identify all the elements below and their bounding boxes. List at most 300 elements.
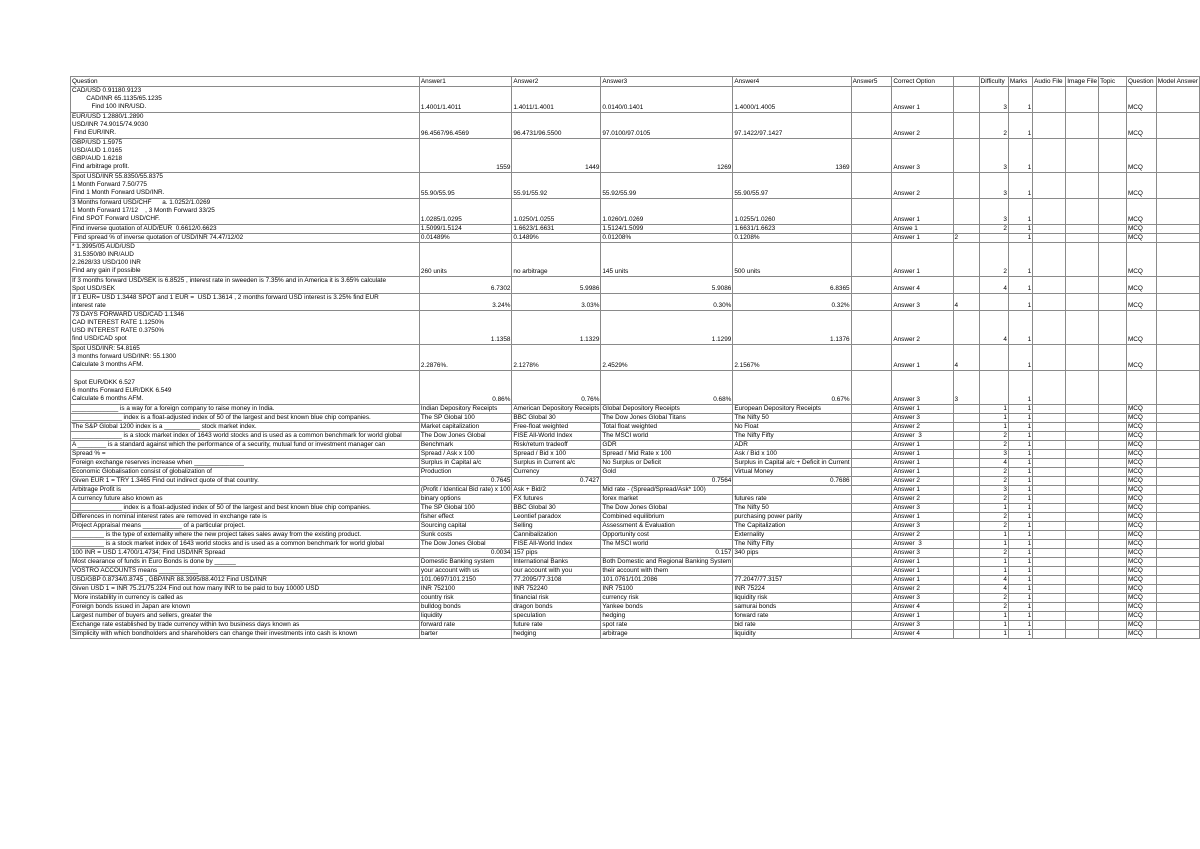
- answer1-cell[interactable]: 1.4001/1.4011: [419, 87, 512, 113]
- audio-file-cell[interactable]: [1033, 311, 1066, 345]
- topic-cell[interactable]: [1099, 243, 1127, 277]
- audio-file-cell[interactable]: [1033, 234, 1066, 243]
- header-cell[interactable]: Model Answer: [1157, 78, 1198, 85]
- extra-cell[interactable]: [953, 459, 979, 468]
- answer3-cell[interactable]: spot rate: [601, 621, 733, 630]
- correct-option-cell[interactable]: Answer 3: [892, 594, 953, 603]
- answer4-cell[interactable]: forward rate: [733, 612, 851, 621]
- answer4-cell[interactable]: 1.1376: [733, 311, 851, 345]
- correct-option-cell[interactable]: Answer 1: [892, 486, 953, 495]
- answer5-cell[interactable]: [851, 621, 892, 630]
- image-file-cell[interactable]: [1066, 558, 1099, 567]
- answer2-cell[interactable]: 0.7427: [512, 477, 601, 486]
- answer3-cell[interactable]: Spread / Mid Rate x 100: [601, 450, 733, 459]
- model-answer-cell[interactable]: [1156, 345, 1199, 371]
- difficulty-cell[interactable]: 2: [979, 468, 1008, 477]
- difficulty-cell[interactable]: 3: [979, 450, 1008, 459]
- header-cell[interactable]: [953, 77, 979, 87]
- answer5-cell[interactable]: [851, 531, 892, 540]
- answer2-cell[interactable]: dragon bonds: [512, 603, 601, 612]
- model-answer-cell[interactable]: [1156, 225, 1199, 234]
- question-cell[interactable]: Most clearance of funds in Euro Bonds is done by ______: [71, 558, 420, 567]
- image-file-cell[interactable]: [1066, 576, 1099, 585]
- difficulty-cell[interactable]: 3: [979, 139, 1008, 173]
- image-file-cell[interactable]: [1066, 225, 1099, 234]
- answer2-cell[interactable]: future rate: [512, 621, 601, 630]
- topic-cell[interactable]: [1099, 225, 1127, 234]
- question-type-cell[interactable]: MCQ: [1126, 621, 1156, 630]
- answer1-cell[interactable]: The Dow Jones Global: [419, 540, 512, 549]
- extra-cell[interactable]: [953, 594, 979, 603]
- answer3-cell[interactable]: Assessment & Evaluation: [601, 522, 733, 531]
- answer3-cell[interactable]: The Dow Jones Global Titans: [601, 414, 733, 423]
- answer5-cell[interactable]: [851, 371, 892, 405]
- question-cell[interactable]: If 1 EUR= USD 1.3448 SPOT and 1 EUR = USD 1.3614 , 2 months forward USD interest is 3.25% find EUR interest rate: [71, 294, 420, 311]
- model-answer-cell[interactable]: [1156, 173, 1199, 199]
- extra-cell[interactable]: [953, 576, 979, 585]
- correct-option-cell[interactable]: Answer 1: [892, 243, 953, 277]
- answer4-cell[interactable]: 0.32%: [733, 294, 851, 311]
- audio-file-cell[interactable]: [1033, 540, 1066, 549]
- difficulty-cell[interactable]: 1: [979, 504, 1008, 513]
- question-type-cell[interactable]: MCQ: [1126, 567, 1156, 576]
- question-cell[interactable]: ______________ index is a float-adjusted index of 50 of the largest and best known blue chip companies.: [71, 504, 420, 513]
- answer2-cell[interactable]: Currency: [512, 468, 601, 477]
- difficulty-cell[interactable]: 1: [979, 621, 1008, 630]
- answer1-cell[interactable]: fisher effect: [419, 513, 512, 522]
- answer4-cell[interactable]: 77.2047/77.3157: [733, 576, 851, 585]
- difficulty-cell[interactable]: 2: [979, 522, 1008, 531]
- answer3-cell[interactable]: Gold: [601, 468, 733, 477]
- marks-cell[interactable]: 1: [1008, 311, 1032, 345]
- marks-cell[interactable]: 1: [1008, 459, 1032, 468]
- answer5-cell[interactable]: [851, 558, 892, 567]
- question-cell[interactable]: Spot USD/INR 55.8350/55.8375 1 Month Forward 7.50/775 Find 1 Month Forward USD/INR.: [71, 173, 420, 199]
- difficulty-cell[interactable]: 3: [979, 199, 1008, 225]
- image-file-cell[interactable]: [1066, 371, 1099, 405]
- correct-option-cell[interactable]: Answer 1: [892, 405, 953, 414]
- topic-cell[interactable]: [1099, 594, 1127, 603]
- correct-option-cell[interactable]: Answer 2: [892, 173, 953, 199]
- audio-file-cell[interactable]: [1033, 459, 1066, 468]
- answer3-cell[interactable]: hedging: [601, 612, 733, 621]
- audio-file-cell[interactable]: [1033, 558, 1066, 567]
- answer5-cell[interactable]: [851, 450, 892, 459]
- question-type-cell[interactable]: MCQ: [1126, 468, 1156, 477]
- extra-cell[interactable]: [953, 486, 979, 495]
- answer3-cell[interactable]: 101.0761/101.2086: [601, 576, 733, 585]
- audio-file-cell[interactable]: [1033, 87, 1066, 113]
- answer3-cell[interactable]: 145 units: [601, 243, 733, 277]
- correct-option-cell[interactable]: Answer 2: [892, 311, 953, 345]
- model-answer-cell[interactable]: [1156, 567, 1199, 576]
- question-type-cell[interactable]: MCQ: [1126, 87, 1156, 113]
- topic-cell[interactable]: [1099, 486, 1127, 495]
- answer3-cell[interactable]: 1.1299: [601, 311, 733, 345]
- answer3-cell[interactable]: Opportunity cost: [601, 531, 733, 540]
- image-file-cell[interactable]: [1066, 522, 1099, 531]
- extra-cell[interactable]: [953, 139, 979, 173]
- correct-option-cell[interactable]: Answer 4: [892, 603, 953, 612]
- answer5-cell[interactable]: [851, 311, 892, 345]
- correct-option-cell[interactable]: Answer 2: [892, 423, 953, 432]
- audio-file-cell[interactable]: [1033, 594, 1066, 603]
- question-type-cell[interactable]: MCQ: [1126, 459, 1156, 468]
- marks-cell[interactable]: 1: [1008, 173, 1032, 199]
- question-type-cell[interactable]: MCQ: [1126, 234, 1156, 243]
- answer1-cell[interactable]: 1.1358: [419, 311, 512, 345]
- extra-cell[interactable]: [953, 87, 979, 113]
- answer3-cell[interactable]: Global Depository Receipts: [601, 405, 733, 414]
- answer1-cell[interactable]: binary options: [419, 495, 512, 504]
- answer4-cell[interactable]: 0.7686: [733, 477, 851, 486]
- topic-cell[interactable]: [1099, 549, 1127, 558]
- correct-option-cell[interactable]: Answer 2: [892, 477, 953, 486]
- answer4-cell[interactable]: INR 75224: [733, 585, 851, 594]
- model-answer-cell[interactable]: [1156, 277, 1199, 294]
- header-cell[interactable]: Audio File: [1033, 77, 1066, 87]
- audio-file-cell[interactable]: [1033, 549, 1066, 558]
- answer1-cell[interactable]: Domestic Banking system: [419, 558, 512, 567]
- question-type-cell[interactable]: MCQ: [1126, 513, 1156, 522]
- marks-cell[interactable]: 1: [1008, 234, 1032, 243]
- question-cell[interactable]: Find inverse quotation of AUD/EUR 0.6612/0.6623: [71, 225, 420, 234]
- answer1-cell[interactable]: 55.90/55.95: [419, 173, 512, 199]
- answer1-cell[interactable]: Market capitalization: [419, 423, 512, 432]
- answer3-cell[interactable]: 2.4529%: [601, 345, 733, 371]
- difficulty-cell[interactable]: 3: [979, 173, 1008, 199]
- answer3-cell[interactable]: currency risk: [601, 594, 733, 603]
- difficulty-cell[interactable]: 4: [979, 277, 1008, 294]
- question-cell[interactable]: Spot USD/INR: 54.8165 3 months forward USD/INR: 55.1300 Calculate 3 months AFM.: [71, 345, 420, 371]
- difficulty-cell[interactable]: 3: [979, 486, 1008, 495]
- correct-option-cell[interactable]: Answer 2: [892, 585, 953, 594]
- correct-option-cell[interactable]: Answer 2: [892, 531, 953, 540]
- answer5-cell[interactable]: [851, 414, 892, 423]
- question-cell[interactable]: _________ is the type of externality where the new project takes sales away from the existing product.: [71, 531, 420, 540]
- question-type-cell[interactable]: MCQ: [1126, 225, 1156, 234]
- answer5-cell[interactable]: [851, 477, 892, 486]
- correct-option-cell[interactable]: Answer 3: [892, 414, 953, 423]
- image-file-cell[interactable]: [1066, 603, 1099, 612]
- header-cell[interactable]: Question: [1126, 77, 1156, 87]
- model-answer-cell[interactable]: [1156, 113, 1199, 139]
- answer1-cell[interactable]: forward rate: [419, 621, 512, 630]
- marks-cell[interactable]: 1: [1008, 277, 1032, 294]
- extra-cell[interactable]: [953, 549, 979, 558]
- extra-cell[interactable]: [953, 277, 979, 294]
- answer4-cell[interactable]: Virtual Money: [733, 468, 851, 477]
- image-file-cell[interactable]: [1066, 277, 1099, 294]
- question-cell[interactable]: Economic Globalisation consist of globalization of: [71, 468, 420, 477]
- marks-cell[interactable]: 1: [1008, 139, 1032, 173]
- answer3-cell[interactable]: 0.68%: [601, 371, 733, 405]
- answer5-cell[interactable]: [851, 173, 892, 199]
- answer3-cell[interactable]: Total float weighted: [601, 423, 733, 432]
- marks-cell[interactable]: 1: [1008, 549, 1032, 558]
- answer4-cell[interactable]: Surplus in Capital a/c + Deficit in Current: [734, 459, 850, 466]
- answer3-cell[interactable]: 0.157: [601, 549, 733, 558]
- answer1-cell[interactable]: country risk: [419, 594, 512, 603]
- difficulty-cell[interactable]: 2: [979, 549, 1008, 558]
- model-answer-cell[interactable]: [1156, 540, 1199, 549]
- image-file-cell[interactable]: [1066, 594, 1099, 603]
- audio-file-cell[interactable]: [1033, 243, 1066, 277]
- image-file-cell[interactable]: [1066, 199, 1099, 225]
- question-type-cell[interactable]: MCQ: [1126, 540, 1156, 549]
- question-type-cell[interactable]: MCQ: [1126, 612, 1156, 621]
- audio-file-cell[interactable]: [1033, 504, 1066, 513]
- correct-option-cell[interactable]: Answer 1: [892, 441, 953, 450]
- header-cell[interactable]: Answer4: [733, 77, 851, 87]
- correct-option-cell[interactable]: Answer 2: [892, 113, 953, 139]
- topic-cell[interactable]: [1099, 173, 1127, 199]
- answer3-cell[interactable]: Combined equilibrium: [601, 513, 733, 522]
- answer5-cell[interactable]: [851, 630, 892, 639]
- marks-cell[interactable]: 1: [1008, 468, 1032, 477]
- marks-cell[interactable]: 1: [1008, 621, 1032, 630]
- image-file-cell[interactable]: [1066, 612, 1099, 621]
- difficulty-cell[interactable]: 4: [979, 576, 1008, 585]
- topic-cell[interactable]: [1099, 558, 1127, 567]
- answer2-cell[interactable]: 77.2095/77.3108: [512, 576, 601, 585]
- answer5-cell[interactable]: [851, 486, 892, 495]
- question-cell[interactable]: _____________ is a way for a foreign company to raise money in India.: [71, 405, 420, 414]
- difficulty-cell[interactable]: 2: [979, 603, 1008, 612]
- answer2-cell[interactable]: FX futures: [512, 495, 601, 504]
- correct-option-cell[interactable]: Answe 1: [892, 225, 953, 234]
- image-file-cell[interactable]: [1066, 423, 1099, 432]
- extra-cell[interactable]: [953, 504, 979, 513]
- topic-cell[interactable]: [1099, 531, 1127, 540]
- topic-cell[interactable]: [1099, 345, 1127, 371]
- difficulty-cell[interactable]: 4: [979, 459, 1008, 468]
- answer5-cell[interactable]: [851, 612, 892, 621]
- header-cell[interactable]: Topic: [1099, 77, 1127, 87]
- question-type-cell[interactable]: MCQ: [1126, 173, 1156, 199]
- question-type-cell[interactable]: MCQ: [1126, 139, 1156, 173]
- difficulty-cell[interactable]: [979, 234, 1008, 243]
- answer5-cell[interactable]: [851, 576, 892, 585]
- image-file-cell[interactable]: [1066, 621, 1099, 630]
- answer3-cell[interactable]: The MSCI world: [601, 540, 733, 549]
- answer1-cell[interactable]: 1559: [419, 139, 512, 173]
- topic-cell[interactable]: [1099, 405, 1127, 414]
- question-cell[interactable]: 100 INR = USD 1.4700/1.4734; Find USD/INR Spread: [71, 549, 420, 558]
- marks-cell[interactable]: 1: [1008, 486, 1032, 495]
- image-file-cell[interactable]: [1066, 414, 1099, 423]
- answer3-cell[interactable]: their account with them: [601, 567, 733, 576]
- answer3-cell[interactable]: Mid rate - (Spread/Spread/Ask* 100): [601, 486, 733, 495]
- question-type-cell[interactable]: MCQ: [1126, 522, 1156, 531]
- answer1-cell[interactable]: The SP Global 100: [419, 414, 512, 423]
- header-cell[interactable]: Image File: [1067, 78, 1098, 85]
- question-type-cell[interactable]: MCQ: [1126, 576, 1156, 585]
- extra-cell[interactable]: [953, 113, 979, 139]
- topic-cell[interactable]: [1099, 139, 1127, 173]
- extra-cell[interactable]: [953, 630, 979, 639]
- model-answer-cell[interactable]: [1156, 139, 1199, 173]
- question-type-cell[interactable]: MCQ: [1126, 405, 1156, 414]
- answer3-cell[interactable]: 0.01208%: [601, 234, 733, 243]
- answer1-cell[interactable]: 3.24%: [419, 294, 512, 311]
- topic-cell[interactable]: [1099, 603, 1127, 612]
- difficulty-cell[interactable]: 3: [979, 87, 1008, 113]
- answer5-cell[interactable]: [851, 294, 892, 311]
- answer5-cell[interactable]: [851, 423, 892, 432]
- answer2-cell[interactable]: 1.6623/1.6631: [512, 225, 601, 234]
- marks-cell[interactable]: 1: [1008, 585, 1032, 594]
- answer5-cell[interactable]: [851, 594, 892, 603]
- answer4-cell[interactable]: The Nifty Fifty: [733, 540, 851, 549]
- question-cell[interactable]: _________ is a stock market index of 1643 world stocks and is used as a common benchmark for world global: [71, 540, 420, 549]
- model-answer-cell[interactable]: [1156, 549, 1199, 558]
- audio-file-cell[interactable]: [1033, 441, 1066, 450]
- question-cell[interactable]: Find spread % of inverse quotation of USD/INR 74.47/12/02: [71, 234, 420, 243]
- answer4-cell[interactable]: European Depository Receipts: [733, 405, 851, 414]
- image-file-cell[interactable]: [1066, 495, 1099, 504]
- image-file-cell[interactable]: [1066, 432, 1099, 441]
- topic-cell[interactable]: [1099, 450, 1127, 459]
- question-type-cell[interactable]: MCQ: [1126, 414, 1156, 423]
- answer2-cell[interactable]: hedging: [512, 630, 601, 639]
- answer4-cell[interactable]: The Nifty 50: [733, 414, 851, 423]
- answer3-cell[interactable]: 1.0260/1.0269: [601, 199, 733, 225]
- topic-cell[interactable]: [1099, 414, 1127, 423]
- answer5-cell[interactable]: [851, 522, 892, 531]
- answer3-cell[interactable]: forex market: [601, 495, 733, 504]
- answer4-cell[interactable]: samurai bonds: [733, 603, 851, 612]
- image-file-cell[interactable]: [1066, 468, 1099, 477]
- answer4-cell[interactable]: The Nifty 50: [733, 504, 851, 513]
- model-answer-cell[interactable]: [1156, 243, 1199, 277]
- difficulty-cell[interactable]: 1: [979, 630, 1008, 639]
- marks-cell[interactable]: 1: [1008, 243, 1032, 277]
- topic-cell[interactable]: [1099, 468, 1127, 477]
- difficulty-cell[interactable]: 2: [979, 225, 1008, 234]
- extra-cell[interactable]: [953, 225, 979, 234]
- answer5-cell[interactable]: [851, 504, 892, 513]
- image-file-cell[interactable]: [1066, 504, 1099, 513]
- answer3-cell[interactable]: The Dow Jones Global: [601, 504, 733, 513]
- answer2-cell[interactable]: speculation: [512, 612, 601, 621]
- image-file-cell[interactable]: [1066, 345, 1099, 371]
- model-answer-cell[interactable]: [1156, 612, 1199, 621]
- question-type-cell[interactable]: MCQ: [1126, 504, 1156, 513]
- answer2-cell[interactable]: American Depository Receipts: [513, 405, 600, 412]
- extra-cell[interactable]: [953, 558, 979, 567]
- model-answer-cell[interactable]: [1156, 294, 1199, 311]
- answer3-cell[interactable]: 55.92/55.99: [601, 173, 733, 199]
- header-cell[interactable]: Answer5: [851, 77, 892, 87]
- question-cell[interactable]: Spread % =: [71, 450, 420, 459]
- answer4-cell[interactable]: purchasing power parity: [733, 513, 851, 522]
- correct-option-cell[interactable]: Answer 4: [892, 630, 953, 639]
- marks-cell[interactable]: 1: [1008, 450, 1032, 459]
- difficulty-cell[interactable]: 2: [979, 113, 1008, 139]
- image-file-cell[interactable]: [1066, 459, 1099, 468]
- model-answer-cell[interactable]: [1156, 441, 1199, 450]
- correct-option-cell[interactable]: Answer 2: [892, 495, 953, 504]
- answer4-cell[interactable]: futures rate: [733, 495, 851, 504]
- answer5-cell[interactable]: [851, 225, 892, 234]
- question-type-cell[interactable]: MCQ: [1126, 441, 1156, 450]
- answer5-cell[interactable]: [851, 459, 892, 468]
- extra-cell[interactable]: [953, 468, 979, 477]
- model-answer-cell[interactable]: [1156, 513, 1199, 522]
- answer4-cell[interactable]: 0.1208%: [733, 234, 851, 243]
- audio-file-cell[interactable]: [1033, 603, 1066, 612]
- audio-file-cell[interactable]: [1033, 477, 1066, 486]
- topic-cell[interactable]: [1099, 199, 1127, 225]
- answer3-cell[interactable]: 5.9086: [601, 277, 733, 294]
- answer5-cell[interactable]: [851, 468, 892, 477]
- question-cell[interactable]: 3 Months forward USD/CHF a. 1.0252/1.0269 1 Month Forward 17/12 , 3 Month Forward 33/25 Find SPOT Forward USD/CHF.: [71, 199, 420, 225]
- topic-cell[interactable]: [1099, 576, 1127, 585]
- difficulty-cell[interactable]: 1: [979, 423, 1008, 432]
- answer2-cell[interactable]: Ask + Bid/2: [512, 486, 601, 495]
- question-type-cell[interactable]: MCQ: [1126, 113, 1156, 139]
- answer4-cell[interactable]: 1.6631/1.6623: [733, 225, 851, 234]
- correct-option-cell[interactable]: Answer 1: [892, 450, 953, 459]
- extra-cell[interactable]: [953, 243, 979, 277]
- answer3-cell[interactable]: Yankee bonds: [601, 603, 733, 612]
- question-type-cell[interactable]: MCQ: [1126, 294, 1156, 311]
- answer3-cell[interactable]: GDR: [601, 441, 733, 450]
- extra-cell[interactable]: [953, 441, 979, 450]
- question-type-cell[interactable]: MCQ: [1126, 495, 1156, 504]
- answer4-cell[interactable]: No Float: [733, 423, 851, 432]
- header-cell[interactable]: Correct Option: [892, 77, 953, 87]
- extra-cell[interactable]: [953, 603, 979, 612]
- answer2-cell[interactable]: our account with you: [512, 567, 601, 576]
- marks-cell[interactable]: 1: [1008, 477, 1032, 486]
- difficulty-cell[interactable]: 1: [979, 558, 1008, 567]
- correct-option-cell[interactable]: Answer 1: [892, 576, 953, 585]
- extra-cell[interactable]: [953, 585, 979, 594]
- model-answer-cell[interactable]: [1156, 423, 1199, 432]
- answer2-cell[interactable]: Spread / Bid x 100: [512, 450, 601, 459]
- answer1-cell[interactable]: 1.0285/1.0295: [419, 199, 512, 225]
- difficulty-cell[interactable]: 4: [979, 311, 1008, 345]
- answer2-cell[interactable]: International Banks: [512, 558, 601, 567]
- question-type-cell[interactable]: MCQ: [1126, 432, 1156, 441]
- correct-option-cell[interactable]: Answer 1: [892, 199, 953, 225]
- answer2-cell[interactable]: no arbitrage: [512, 243, 601, 277]
- answer3-cell[interactable]: No Surplus or Deficit: [601, 459, 733, 468]
- answer5-cell[interactable]: [851, 495, 892, 504]
- audio-file-cell[interactable]: [1033, 612, 1066, 621]
- model-answer-cell[interactable]: [1156, 621, 1199, 630]
- marks-cell[interactable]: 1: [1008, 432, 1032, 441]
- answer1-cell[interactable]: liquidity: [419, 612, 512, 621]
- extra-cell[interactable]: [953, 450, 979, 459]
- model-answer-cell[interactable]: [1156, 234, 1199, 243]
- answer2-cell[interactable]: financial risk: [512, 594, 601, 603]
- answer4-cell[interactable]: 55.90/55.97: [733, 173, 851, 199]
- header-cell[interactable]: Marks: [1008, 77, 1032, 87]
- extra-cell[interactable]: [953, 199, 979, 225]
- image-file-cell[interactable]: [1066, 113, 1099, 139]
- answer2-cell[interactable]: Surplus in Current a/c: [512, 459, 601, 468]
- answer4-cell[interactable]: 2.1567%: [733, 345, 851, 371]
- model-answer-cell[interactable]: [1156, 477, 1199, 486]
- answer4-cell[interactable]: bid rate: [733, 621, 851, 630]
- topic-cell[interactable]: [1099, 513, 1127, 522]
- answer3-cell[interactable]: Both Domestic and Regional Banking System: [602, 558, 732, 565]
- question-cell[interactable]: If 3 months forward USD/SEK is 6.8525 , interest rate in sweeden is 7.35% and in America it is 3.65% calculate Spot USD/SEK: [71, 277, 420, 294]
- answer4-cell[interactable]: [733, 558, 851, 567]
